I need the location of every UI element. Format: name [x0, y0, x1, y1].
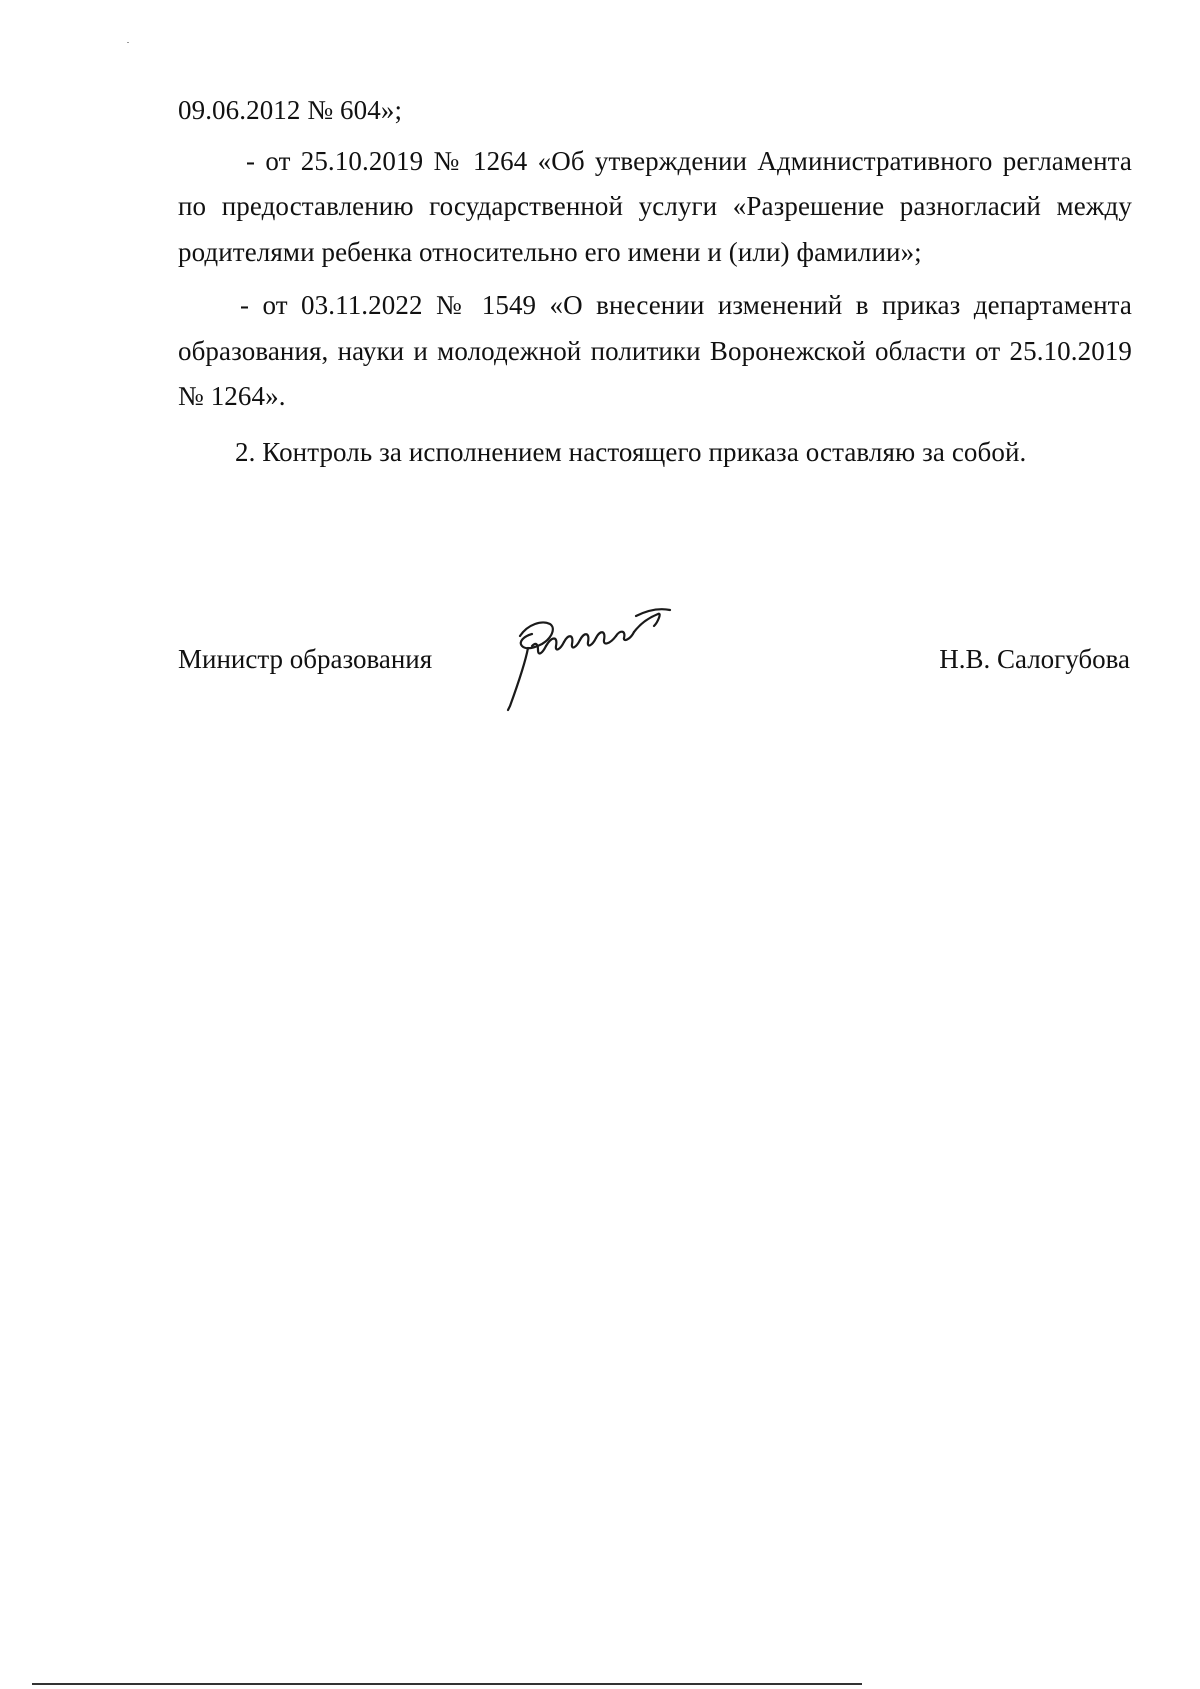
- signatory-name: Н.В. Салогубова: [939, 644, 1130, 674]
- document-body: [178, 88, 1132, 475]
- paragraph-continuation: 09.06.2012 № 604»;: [178, 95, 403, 125]
- paragraph-point-2: 2. Контроль за исполнением настоящего приказа оставляю за собой.: [235, 436, 1027, 467]
- handwritten-signature-icon: [498, 602, 698, 712]
- signature-block: [178, 620, 1132, 730]
- bottom-scan-edge: [32, 1683, 862, 1685]
- paragraph-item-1549: - от 03.11.2022 № 1549 «О внесении изменений в приказ департамента образования, науки и молодежной политики Воронежской области от 25.10.2019 № 1264».: [178, 290, 1132, 411]
- scan-speck: [127, 42, 129, 43]
- paragraph-item-1264: - от 25.10.2019 № 1264 «Об утверждении Административного регламента по предоставлению государственной услуги «Разрешение разногласий между родителями ребенка относительно его имени и (или) фамилии»;: [178, 145, 1132, 267]
- signatory-position: Министр образования: [178, 644, 433, 674]
